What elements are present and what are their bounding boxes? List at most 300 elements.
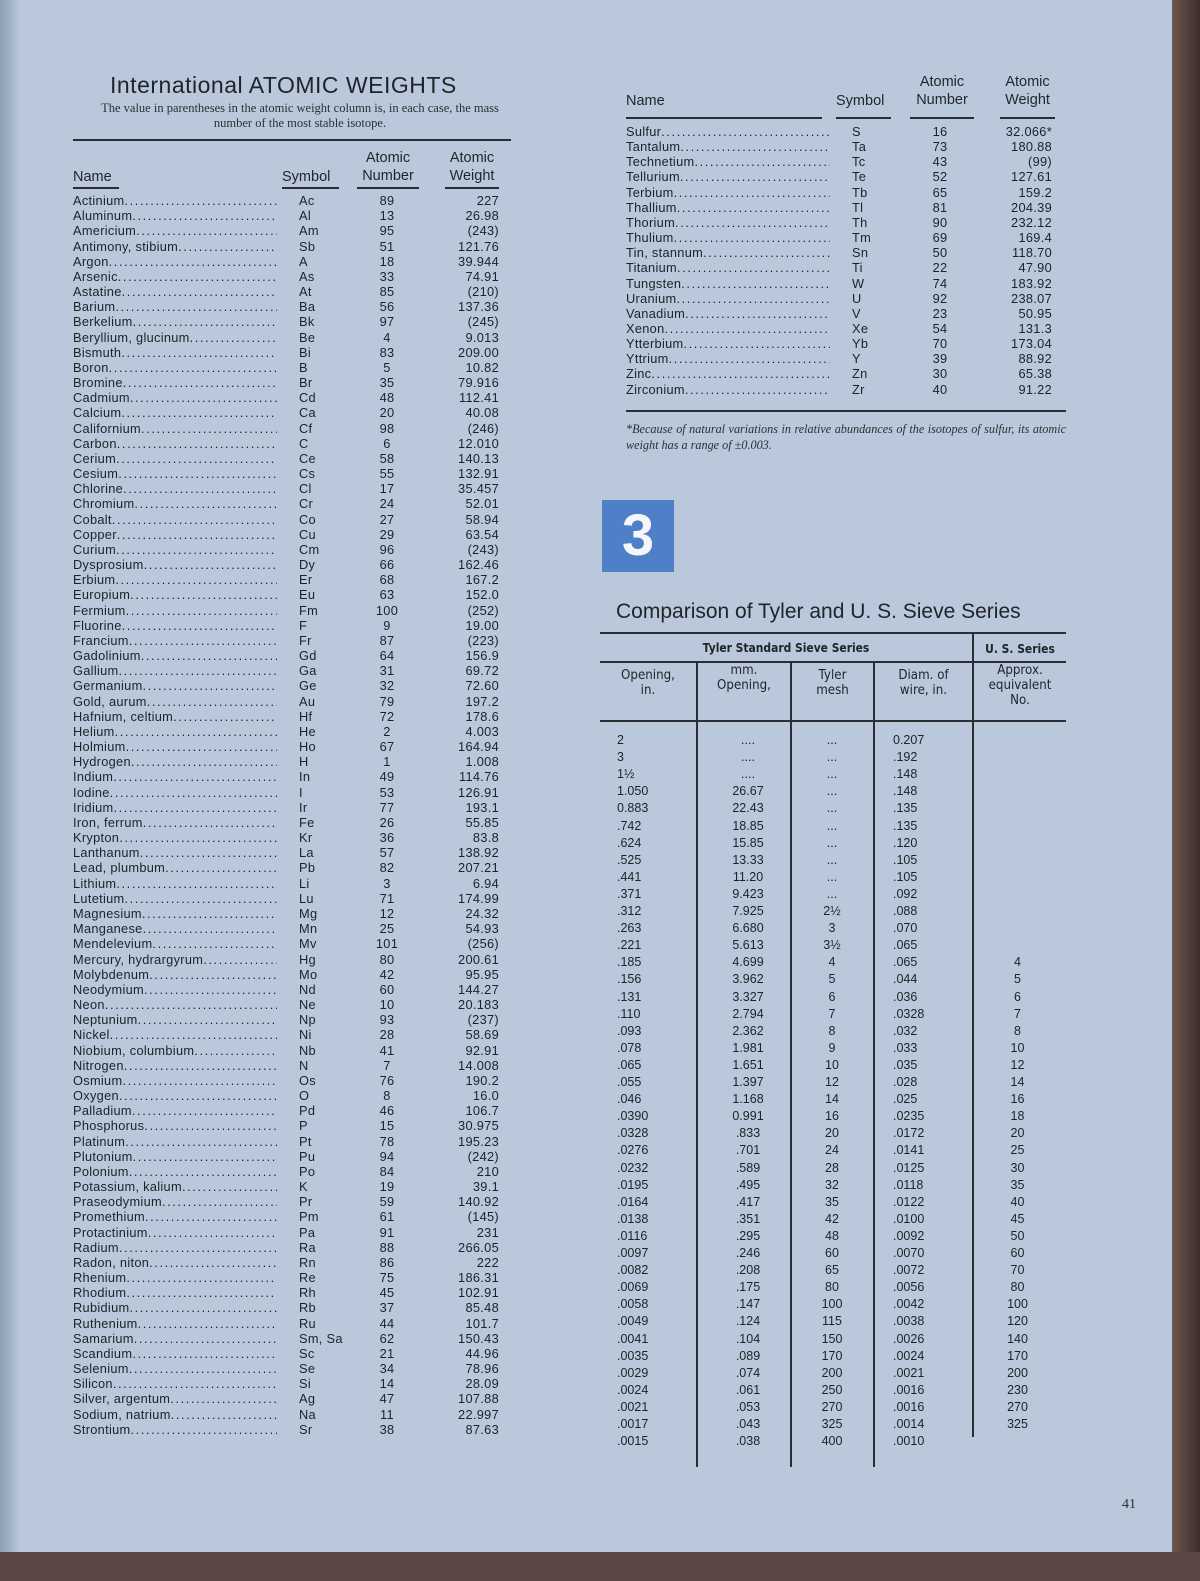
sieve-opening-in: .263 — [617, 921, 642, 936]
element-name: Protactinium ..... — [73, 1225, 277, 1240]
element-row — [73, 208, 593, 223]
sieve-tyler-mesh: 250 — [821, 1382, 843, 1397]
sieve-wire-diameter: .036 — [893, 989, 918, 1004]
sieve-us-equivalent: 170 — [1007, 1348, 1028, 1363]
element-symbol: Ta — [852, 139, 867, 155]
sieve-opening-in: .742 — [617, 818, 642, 833]
element-row — [73, 451, 593, 466]
element-atomic-weight: 32.066* — [1005, 124, 1052, 139]
element-atomic-number: 63 — [379, 587, 395, 603]
element-atomic-weight: 24.32 — [465, 905, 499, 921]
element-atomic-number: 85 — [379, 284, 395, 300]
sieve-wire-diameter: .0026 — [893, 1331, 925, 1346]
sieve-row — [0, 783, 1100, 799]
element-atomic-number: 100 — [375, 602, 399, 618]
element-name: Promethium ..... — [73, 1209, 277, 1224]
element-row — [626, 139, 1146, 154]
element-atomic-number: 81 — [932, 199, 948, 215]
element-symbol: Pt — [299, 1133, 312, 1149]
element-atomic-weight: 173.04 — [1011, 336, 1052, 352]
element-name: Ytterbium ..... — [626, 336, 830, 351]
header-symbol-right: Symbol — [836, 93, 885, 109]
element-name: Fluorine ..... — [73, 618, 277, 633]
sieve-us-equivalent: 70 — [1010, 1263, 1025, 1278]
element-name: Boron ..... — [73, 360, 277, 375]
element-atomic-weight: 12.010 — [458, 435, 499, 451]
sieve-opening-in: .0029 — [617, 1365, 649, 1380]
sieve-row — [0, 1245, 1100, 1261]
element-name: Neodymium ..... — [73, 982, 277, 997]
element-row — [626, 276, 1146, 291]
element-row — [73, 678, 593, 693]
sieve-header-rule — [600, 720, 1066, 722]
sieve-row — [0, 971, 1100, 987]
element-atomic-weight: 156.9 — [465, 648, 499, 664]
element-symbol: Zn — [852, 366, 868, 382]
element-atomic-weight: 150.43 — [458, 1330, 499, 1346]
sieve-wire-diameter: .0021 — [893, 1365, 925, 1380]
footnote-rule — [626, 410, 1066, 412]
element-atomic-number: 89 — [379, 193, 395, 208]
sieve-opening-mm: 11.20 — [732, 869, 764, 884]
sieve-opening-in: .371 — [617, 886, 642, 901]
element-name: Gadolinium ..... — [73, 648, 277, 663]
element-name: Copper ..... — [73, 527, 277, 542]
element-symbol: Rb — [299, 1300, 316, 1316]
element-name: Gallium ..... — [73, 663, 277, 678]
element-symbol: W — [852, 275, 865, 291]
sieve-tyler-mesh: 80 — [825, 1280, 839, 1295]
sieve-col-header: mm. Opening, — [717, 662, 771, 693]
element-atomic-weight: 132.91 — [458, 466, 499, 482]
element-name: Lead, plumbum ..... — [73, 860, 277, 875]
sieve-opening-mm: .038 — [735, 1434, 761, 1449]
sieve-opening-mm: 1.397 — [732, 1075, 764, 1089]
sieve-opening-mm: 1.168 — [732, 1092, 764, 1107]
element-row — [626, 230, 1146, 245]
sieve-opening-in: .093 — [617, 1023, 642, 1038]
element-symbol: B — [299, 359, 308, 375]
sieve-row — [0, 835, 1100, 851]
header-atomic-weight-text: Atomic Weight — [449, 150, 495, 184]
element-atomic-number: 30 — [932, 366, 948, 382]
sieve-wire-diameter: .025 — [893, 1092, 918, 1107]
element-atomic-number: 55 — [379, 466, 395, 482]
element-atomic-number: 84 — [379, 1163, 395, 1179]
element-symbol: Pm — [299, 1209, 319, 1225]
element-row — [73, 496, 593, 511]
element-atomic-weight: 54.93 — [465, 921, 499, 937]
element-symbol: Ra — [299, 1239, 316, 1255]
sieve-wire-diameter: .0125 — [893, 1160, 925, 1175]
element-atomic-number: 9 — [383, 617, 391, 633]
sieve-tyler-mesh: 6 — [828, 989, 836, 1004]
section-number-badge: 3 — [602, 500, 674, 572]
sieve-wire-diameter: .0010 — [893, 1434, 925, 1449]
element-name: Barium ..... — [73, 299, 277, 314]
header-atomic-number-right-underline — [910, 117, 974, 119]
element-atomic-weight: 121.76 — [458, 238, 499, 254]
element-atomic-number: 93 — [379, 1012, 395, 1028]
element-row — [73, 299, 593, 314]
sieve-tyler-mesh: 325 — [821, 1417, 843, 1431]
element-symbol: Ne — [299, 997, 316, 1012]
sieve-us-equivalent: 8 — [1014, 1023, 1021, 1038]
sieve-opening-mm: 1.981 — [732, 1040, 764, 1055]
sieve-tyler-mesh: ... — [826, 869, 838, 884]
sieve-row — [0, 1331, 1100, 1347]
element-atomic-weight: 58.69 — [465, 1027, 499, 1043]
element-row — [73, 314, 593, 329]
element-name: Cadmium ..... — [73, 390, 277, 405]
sieve-row — [0, 1416, 1100, 1432]
element-symbol: S — [852, 124, 861, 139]
sieve-row — [0, 1433, 1100, 1449]
element-atomic-weight: 4.003 — [465, 723, 499, 739]
element-atomic-weight: 20.183 — [458, 997, 499, 1012]
element-atomic-weight: 72.60 — [465, 678, 499, 694]
element-atomic-weight: (223) — [467, 632, 499, 648]
element-atomic-weight: 30.975 — [458, 1118, 499, 1134]
element-name: Radium ..... — [73, 1240, 277, 1255]
element-symbol: I — [299, 784, 303, 800]
element-atomic-number: 18 — [379, 253, 395, 269]
element-symbol: Na — [299, 1406, 316, 1422]
sieve-opening-in: .0195 — [617, 1177, 649, 1192]
element-symbol: Pb — [299, 860, 316, 876]
element-atomic-weight: 91.22 — [1018, 381, 1052, 397]
element-atomic-number: 40 — [932, 381, 948, 397]
element-name: Osmium ..... — [73, 1073, 277, 1088]
element-atomic-weight: 200.61 — [458, 951, 499, 967]
element-atomic-number: 74 — [932, 275, 948, 291]
element-symbol: Fm — [299, 602, 319, 618]
sieve-row — [0, 1262, 1100, 1278]
element-atomic-number: 51 — [379, 238, 395, 254]
element-symbol: Ge — [299, 678, 317, 694]
element-atomic-number: 67 — [379, 739, 395, 755]
element-atomic-number: 69 — [932, 230, 948, 246]
element-symbol: Bk — [299, 314, 315, 330]
sieve-row — [0, 1382, 1100, 1398]
element-atomic-weight: 210 — [476, 1163, 499, 1179]
element-atomic-number: 76 — [379, 1072, 395, 1088]
element-row — [73, 481, 593, 496]
element-symbol: Fe — [299, 814, 315, 830]
element-symbol: Dy — [299, 557, 316, 573]
element-name: Platinum ..... — [73, 1134, 277, 1149]
element-name: Curium ..... — [73, 542, 277, 557]
element-row — [73, 254, 593, 269]
sieve-wire-diameter: .0070 — [893, 1246, 925, 1260]
sieve-opening-in: .0082 — [617, 1263, 649, 1278]
sieve-tyler-mesh: ... — [826, 886, 838, 901]
sieve-wire-diameter: .135 — [893, 818, 918, 833]
element-atomic-number: 53 — [379, 784, 395, 800]
element-row — [626, 260, 1146, 275]
sieve-row — [0, 818, 1100, 834]
element-atomic-weight: 102.91 — [458, 1285, 499, 1301]
element-atomic-weight: (252) — [467, 602, 499, 618]
sieve-opening-mm: .417 — [735, 1194, 761, 1209]
element-atomic-number: 6 — [383, 435, 391, 451]
sieve-row — [0, 1160, 1100, 1176]
element-name: Carbon ..... — [73, 436, 277, 451]
element-atomic-weight: 266.05 — [458, 1239, 499, 1255]
sieve-opening-in: .0041 — [617, 1331, 649, 1346]
element-row — [73, 390, 593, 405]
element-symbol: F — [299, 617, 308, 633]
sieve-us-equivalent: 200 — [1007, 1365, 1028, 1380]
sulfur-footnote: *Because of natural variations in relative abundances of the isotopes of sulfur, its atomic weight has a range of ±0.003. — [626, 422, 1066, 452]
element-atomic-weight: 183.92 — [1011, 275, 1052, 291]
element-atomic-number: 38 — [379, 1421, 395, 1437]
element-symbol: Eu — [299, 587, 316, 603]
sieve-row — [0, 903, 1100, 919]
sieve-opening-in: .131 — [617, 989, 642, 1004]
element-symbol: A — [299, 253, 308, 269]
element-atomic-weight: 162.46 — [458, 557, 499, 573]
element-symbol: Ga — [299, 663, 317, 679]
sieve-us-equivalent: 120 — [1007, 1314, 1028, 1329]
sieve-tyler-mesh: 150 — [821, 1331, 843, 1346]
element-atomic-number: 101 — [375, 936, 399, 952]
title-rule — [73, 139, 511, 141]
element-atomic-number: 7 — [383, 1057, 391, 1073]
element-atomic-number: 68 — [379, 572, 395, 588]
sieve-row — [0, 1365, 1100, 1381]
sieve-row — [0, 1399, 1100, 1415]
sieve-row — [0, 1108, 1100, 1124]
element-atomic-weight: 22.997 — [458, 1406, 499, 1422]
element-atomic-weight: 28.09 — [465, 1376, 499, 1392]
element-name: Tantalum ..... — [626, 139, 830, 154]
element-name: Magnesium ..... — [73, 906, 277, 921]
element-symbol: Ni — [299, 1027, 312, 1043]
element-row — [73, 269, 593, 284]
sieve-opening-in: .156 — [617, 972, 642, 987]
sieve-tyler-mesh: 60 — [825, 1246, 839, 1260]
element-name: Sulfur ..... — [626, 124, 830, 139]
element-symbol: Am — [299, 223, 319, 239]
book-edge — [1172, 0, 1200, 1581]
sieve-tyler-mesh: 115 — [822, 1314, 842, 1329]
element-symbol: Pd — [299, 1103, 316, 1119]
element-atomic-number: 71 — [379, 890, 395, 906]
element-name: Neptunium ..... — [73, 1012, 277, 1027]
element-atomic-weight: 197.2 — [465, 693, 499, 709]
element-symbol: Os — [299, 1072, 316, 1088]
sieve-opening-mm: 4.699 — [732, 955, 764, 970]
element-row — [73, 223, 593, 238]
element-symbol: Ca — [299, 405, 316, 421]
element-row — [73, 542, 593, 557]
element-row — [626, 351, 1146, 366]
sieve-tyler-mesh: 3½ — [823, 938, 841, 953]
element-atomic-weight: 39.944 — [458, 253, 499, 269]
element-atomic-weight: 16.0 — [472, 1088, 499, 1104]
sieve-tyler-mesh: 2½ — [823, 904, 841, 918]
element-atomic-number: 79 — [379, 693, 395, 709]
element-name: Lanthanum ..... — [73, 845, 277, 860]
sieve-us-equivalent: 325 — [1007, 1417, 1028, 1431]
element-atomic-number: 60 — [379, 981, 395, 997]
element-atomic-number: 91 — [379, 1224, 395, 1240]
sieve-tyler-mesh: 65 — [825, 1263, 839, 1278]
sieve-opening-in: .046 — [617, 1092, 642, 1107]
sieve-us-equivalent: 80 — [1010, 1280, 1025, 1295]
element-name: Hydrogen ..... — [73, 754, 277, 769]
element-name: Strontium ..... — [73, 1422, 277, 1437]
sieve-opening-in: .0276 — [617, 1143, 649, 1158]
element-name: Rhenium ..... — [73, 1270, 277, 1285]
sieve-us-equivalent: 16 — [1010, 1092, 1025, 1107]
element-row — [626, 382, 1146, 397]
element-atomic-weight: 55.85 — [465, 814, 499, 830]
element-symbol: Se — [299, 1361, 316, 1377]
element-name: Holmium ..... — [73, 739, 277, 754]
element-name: Nickel ..... — [73, 1027, 277, 1042]
element-symbol: Tl — [852, 199, 864, 215]
sieve-tyler-mesh: ... — [826, 784, 838, 799]
sieve-opening-mm: .495 — [735, 1177, 761, 1192]
element-atomic-number: 21 — [379, 1345, 395, 1361]
sieve-opening-mm: .246 — [735, 1246, 761, 1260]
element-atomic-weight: 138.92 — [458, 845, 499, 861]
element-atomic-weight: (99) — [1028, 154, 1052, 170]
element-atomic-number: 66 — [379, 557, 395, 573]
sieve-wire-diameter: .0141 — [893, 1143, 925, 1158]
element-atomic-weight: 169.4 — [1018, 230, 1052, 246]
element-atomic-weight: 83.8 — [472, 830, 499, 846]
element-name: Manganese ..... — [73, 921, 277, 936]
sieve-row — [0, 1228, 1100, 1244]
element-atomic-number: 90 — [932, 214, 948, 230]
element-symbol: Si — [299, 1376, 311, 1392]
page-number: 41 — [1122, 1497, 1136, 1512]
sieve-opening-in: 2 — [617, 733, 624, 747]
element-symbol: Mg — [299, 905, 318, 921]
element-name: Molybdenum ..... — [73, 967, 277, 982]
element-atomic-number: 70 — [932, 336, 948, 352]
sieve-wire-diameter: .0038 — [893, 1314, 925, 1329]
sieve-wire-diameter: .192 — [893, 750, 918, 765]
sieve-wire-diameter: .0072 — [893, 1263, 925, 1278]
element-atomic-weight: (246) — [467, 420, 499, 436]
element-atomic-weight: 227 — [476, 193, 499, 208]
element-row — [73, 436, 593, 451]
element-row — [626, 366, 1146, 381]
sieve-wire-diameter: .105 — [893, 869, 918, 884]
sieve-tyler-mesh: 32 — [825, 1177, 839, 1192]
element-atomic-number: 28 — [379, 1027, 395, 1043]
element-row — [626, 154, 1146, 169]
element-name: Potassium, kalium ..... — [73, 1179, 277, 1194]
element-atomic-number: 1 — [383, 754, 391, 770]
sieve-opening-mm: .833 — [735, 1126, 761, 1141]
element-atomic-weight: 232.12 — [1011, 214, 1052, 230]
element-atomic-number: 41 — [379, 1042, 395, 1058]
element-symbol: La — [299, 845, 314, 861]
sieve-wire-diameter: .0056 — [893, 1280, 925, 1295]
element-row — [73, 405, 593, 420]
scan-background — [0, 1552, 1200, 1581]
element-atomic-number: 25 — [379, 921, 395, 937]
element-atomic-number: 22 — [932, 260, 948, 276]
element-symbol: Rn — [299, 1254, 316, 1270]
element-atomic-number: 2 — [383, 723, 391, 739]
element-name: Americium ..... — [73, 223, 277, 238]
element-atomic-weight: 114.76 — [459, 769, 499, 785]
element-symbol: In — [299, 769, 311, 785]
element-row — [73, 557, 593, 572]
element-name: Tungsten ..... — [626, 276, 830, 291]
sieve-us-equivalent: 14 — [1010, 1075, 1025, 1089]
element-symbol: Tm — [852, 230, 872, 246]
sieve-opening-mm: .089 — [735, 1348, 761, 1363]
sieve-us-equivalent: 25 — [1010, 1143, 1025, 1158]
element-symbol: H — [299, 754, 309, 770]
element-name: Thulium ..... — [626, 230, 830, 245]
sieve-row — [0, 800, 1100, 816]
element-row — [73, 572, 593, 587]
header-atomic-number-right — [910, 73, 974, 109]
element-atomic-number: 96 — [379, 541, 395, 557]
sieve-opening-in: .525 — [617, 852, 642, 867]
element-atomic-weight: 209.00 — [458, 344, 499, 360]
element-atomic-number: 15 — [379, 1118, 395, 1134]
element-symbol: Te — [852, 169, 867, 185]
sieve-opening-in: .0024 — [617, 1382, 649, 1397]
sieve-row — [0, 886, 1100, 902]
element-atomic-number: 86 — [379, 1254, 395, 1270]
element-atomic-number: 33 — [379, 268, 395, 284]
element-row — [626, 185, 1146, 200]
tyler-group-header: Tyler Standard Sieve Series — [702, 641, 870, 655]
sieve-wire-diameter: .148 — [893, 784, 918, 799]
header-atomic-weight-right — [1000, 73, 1055, 109]
element-name: Yttrium ..... — [626, 351, 830, 366]
sieve-wire-diameter: .0016 — [893, 1399, 925, 1414]
sieve-opening-mm: .... — [741, 767, 755, 782]
element-atomic-weight: 106.7 — [465, 1103, 499, 1119]
sieve-wire-diameter: .065 — [893, 938, 918, 953]
element-atomic-weight: 144.27 — [458, 981, 499, 997]
element-name: Technetium ..... — [626, 154, 830, 169]
sieve-opening-in: .0138 — [617, 1211, 649, 1226]
element-atomic-weight: 186.31 — [458, 1270, 499, 1286]
header-atomic-weight-right-text: Atomic Weight — [1005, 74, 1050, 108]
sieve-us-equivalent: 35 — [1010, 1177, 1025, 1192]
element-name: Ruthenium ..... — [73, 1316, 277, 1331]
element-name: Aluminum ..... — [73, 208, 277, 223]
sieve-opening-in: .441 — [617, 869, 642, 884]
sieve-tyler-mesh: 10 — [825, 1057, 839, 1072]
element-atomic-weight: 10.82 — [465, 359, 499, 375]
sieve-tyler-mesh: ... — [826, 852, 838, 867]
sieve-us-equivalent: 12 — [1010, 1057, 1025, 1072]
element-name: Californium ..... — [73, 421, 277, 436]
element-symbol: Hf — [299, 708, 313, 724]
element-atomic-number: 37 — [379, 1300, 395, 1316]
element-symbol: Lu — [299, 890, 314, 906]
element-symbol: Zr — [852, 381, 865, 397]
element-symbol: Nd — [299, 981, 316, 997]
element-atomic-weight: 222 — [476, 1254, 499, 1270]
element-atomic-weight: (256) — [467, 936, 499, 952]
element-atomic-weight: 193.1 — [465, 799, 499, 815]
element-symbol: Mo — [299, 966, 318, 982]
